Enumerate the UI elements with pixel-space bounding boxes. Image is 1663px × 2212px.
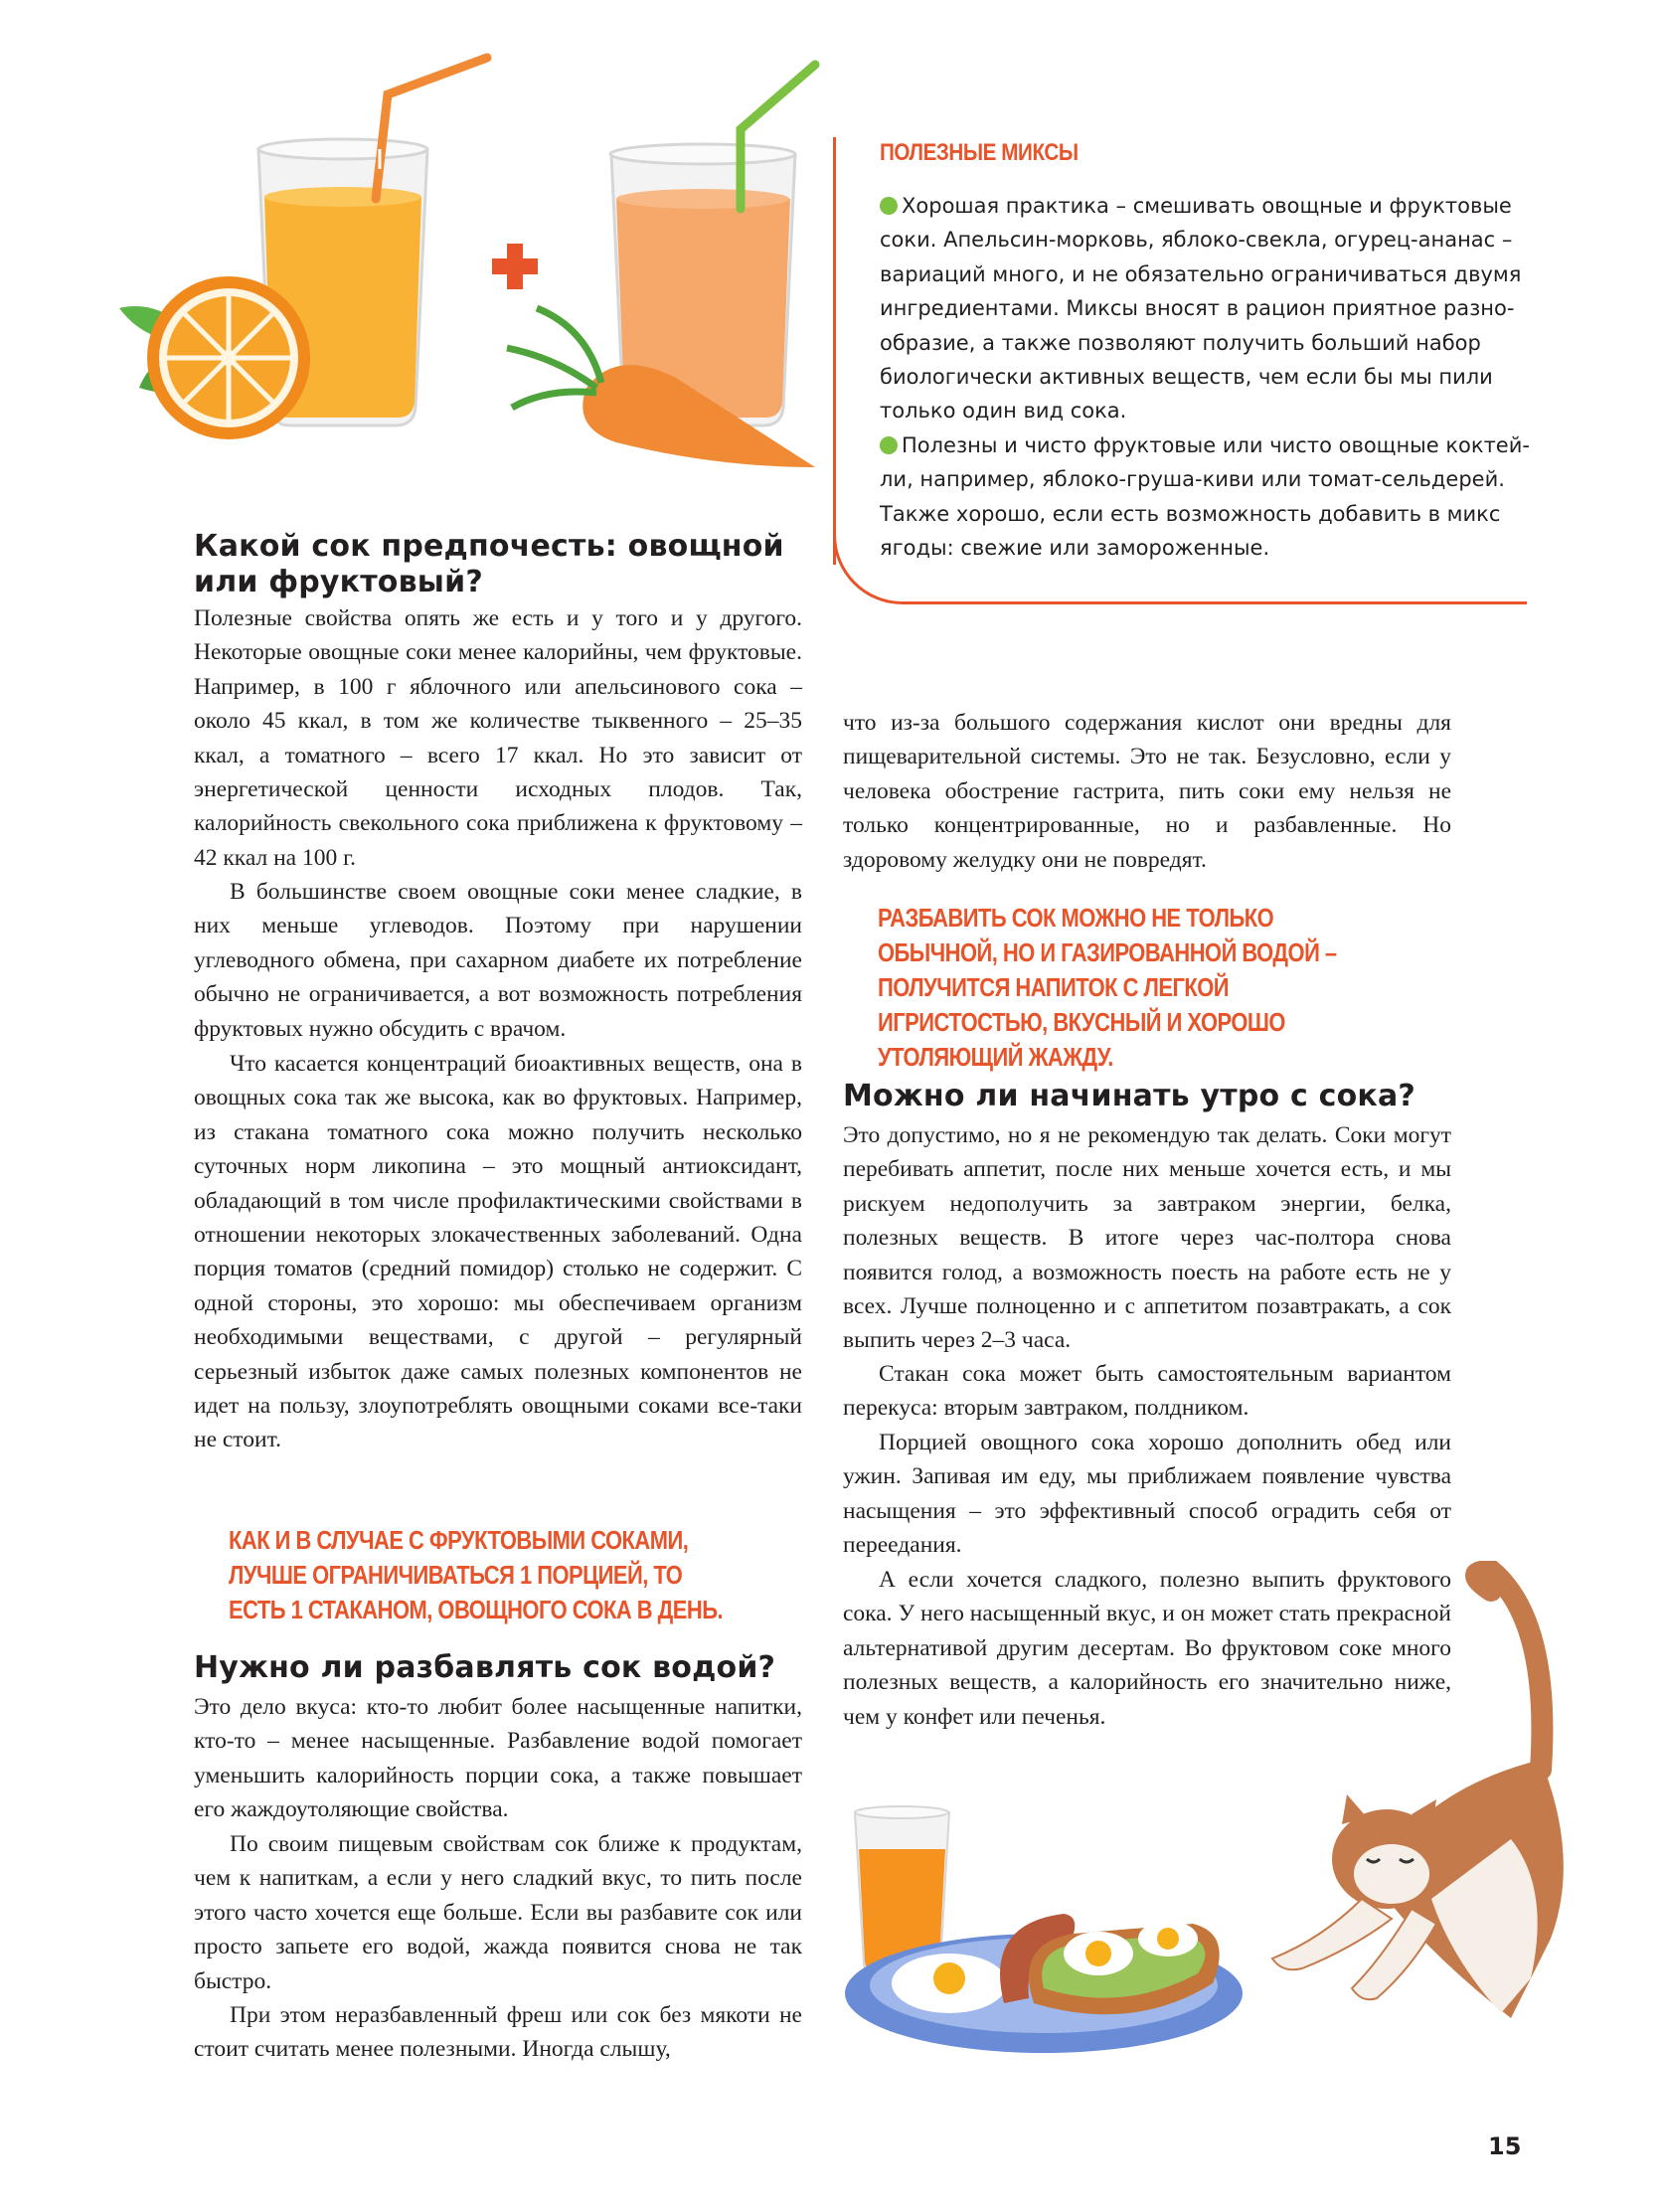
right-callout: РАЗБАВИТЬ СОК МОЖНО НЕ ТОЛЬКО ОБЫЧНОЙ, НО И ГАЗИРОВАННОЙ ВОДОЙ – ПОЛУЧИТСЯ НАПИТОК С ЛЕГКОЙ ИГРИСТОСТЬЮ, ВКУСНЫЙ И ХОРОШО УТОЛЯЮЩИЙ ЖАЖДУ. [878, 905, 1337, 1072]
left-callout: КАК И В СЛУЧАЕ С ФРУКТОВЫМИ СОКАМИ, ЛУЧШЕ ОГРАНИЧИВАТЬСЯ 1 ПОРЦИЕЙ, ТО ЕСТЬ 1 СТАКАНОМ, ОВОЩНОГО СОКА В ДЕНЬ. [229, 1527, 724, 1624]
heading-dilute-with-water: Нужно ли разбавлять сок водой? [194, 1650, 776, 1685]
left-paragraph-3: Что касается концентраций биоактивных веществ, она в овощных сока так же высока, как во фруктовых. Например, из стакана томатного сока можно получить несколько суточных норм ликопина – это мощный антиоксидант, обладающий в том числе профилактическими свойствами в отношении некоторых злокачественных заболеваний. Одна порция томатов (средний помидор) столько не содержит. С одной стороны, это хорошо: мы обеспечиваем организм необходимыми веществами, с другой – регулярный серьезный избыток даже самых полезных компонентов не идет на пользу, злоупотреблять овощными соками все-таки не стоит. [194, 1051, 802, 1453]
left-paragraph-5: По своим пищевым свойствам сок ближе к продуктам, чем к напиткам, а если у него сладкий вкус, то пить после этого часто хочется еще больше. Если вы разбавите сок или просто запьете его водой, жажда появится снова не так быстро. [194, 1831, 802, 1994]
cat-illustration [1262, 1561, 1590, 2038]
right-paragraph-1: что из-за большого содержания кислот они вредны для пищеварительной системы. Это не так. Безусловно, если у человека обострение гастрита, пить соки ему нельзя не только концентрированные, но и разбавленные. Но здоровому желудку они не повредят. [843, 710, 1451, 873]
plus-icon [492, 244, 538, 289]
juice-illustration [119, 50, 835, 497]
green-bullet-icon [880, 197, 898, 215]
sidebar-border-vertical [833, 137, 836, 565]
fried-egg-icon [892, 1954, 1007, 2013]
sidebar-title: ПОЛЕЗНЫЕ МИКСЫ [880, 139, 1079, 166]
cat-head-icon [1332, 1794, 1441, 1909]
mix-sidebar [833, 137, 1539, 616]
right-paragraph-5: А если хочется сладкого, полезно выпить фруктового сока. У него насыщенный вкус, и он может стать прекрасной альтернативой другим десертам. Во фруктовом соке много полезных веществ, а калорийность его значительно ниже, чем у конфет или печенья. [843, 1567, 1451, 1730]
sidebar-paragraph: Хорошая практика – смешивать овощные и фруктовые соки. Апельсин-морковь, яблоко-свекла, огурец-ананас – вариаций много, и не обязательно ограничиваться двумя ингредиентами. Миксы вносят в рацион приятное разнообразие, а также позволяют получить больший набор биологически активных веществ, чем если бы мы пили только один вид сока. Полезны и чисто фруктовые или чисто овощные коктейли, например, яблоко-груша-киви или томат-сельдерей. Также хорошо, если есть возможность добавить в микс ягоды: свежие или замороженные. [880, 194, 1530, 561]
green-bullet-icon [880, 436, 898, 454]
left-paragraph-2: В большинстве своем овощные соки менее сладкие, в них меньше углеводов. Поэтому при нарушении углеводного обмена, при сахарном диабете их потребление обычно не ограничивается, а вот возможность потребления фруктовых нужно обсудить с врачом. [194, 879, 802, 1042]
heading-morning-juice: Можно ли начинать утро с сока? [843, 1079, 1415, 1113]
cat-paw [1272, 1899, 1392, 1969]
right-paragraph-3: Стакан сока может быть самостоятельным вариантом перекуса: вторым завтраком, полдником. [843, 1361, 1451, 1422]
cat-tail [1476, 1571, 1542, 1770]
right-paragraph-4: Порцией овощного сока хорошо дополнить обед или ужин. Запивая им еду, мы приближаем появление чувства насыщения – это эффективный способ оградить себя от переедания. [843, 1430, 1451, 1559]
heading-vegetable-or-fruit: Какой сок предпочесть: овощной или фруктовый? [194, 529, 784, 599]
right-paragraph-2: Это допустимо, но я не рекомендую так делать. Соки могут перебивать аппетит, после них меньше хочется есть, и мы рискуем недополучить за завтраком энергии, белка, полезных веществ. В итоге через час-полтора снова появится голод, а возможность поесть на работе есть не у всех. Лучше полноценно и с аппетитом позавтракать, а сок выпить через 2–3 часа. [843, 1122, 1451, 1354]
page-number: 15 [1488, 2132, 1522, 2160]
sidebar-border-bottom [911, 601, 1527, 604]
breakfast-illustration [835, 1804, 1252, 2053]
left-paragraph-4: Это дело вкуса: кто-то любит более насыщенные напитки, кто-то – менее насыщенные. Разбавление водой помогает уменьшить калорийность порции сока, а также повышает его жаждоутоляющие свойства. [194, 1694, 802, 1823]
left-paragraph-1: Полезные свойства опять же есть и у того и у другого. Некоторые овощные соки менее калорийны, чем фруктовые. Например, в 100 г яблочного или апельсинового сока – около 45 ккал, в том же количестве тыквенного – 25–35 ккал, а томатного – всего 17 ккал. Но это зависит от энергетической ценности исходных плодов. Так, калорийность свекольного сока приближена к фруктовому – 42 ккал на 100 г. [194, 605, 802, 871]
left-paragraph-6: При этом неразбавленный фреш или сок без мякоти не стоит считать менее полезными. Иногда слышу, [194, 2002, 802, 2063]
orange-slice-icon [147, 276, 310, 439]
